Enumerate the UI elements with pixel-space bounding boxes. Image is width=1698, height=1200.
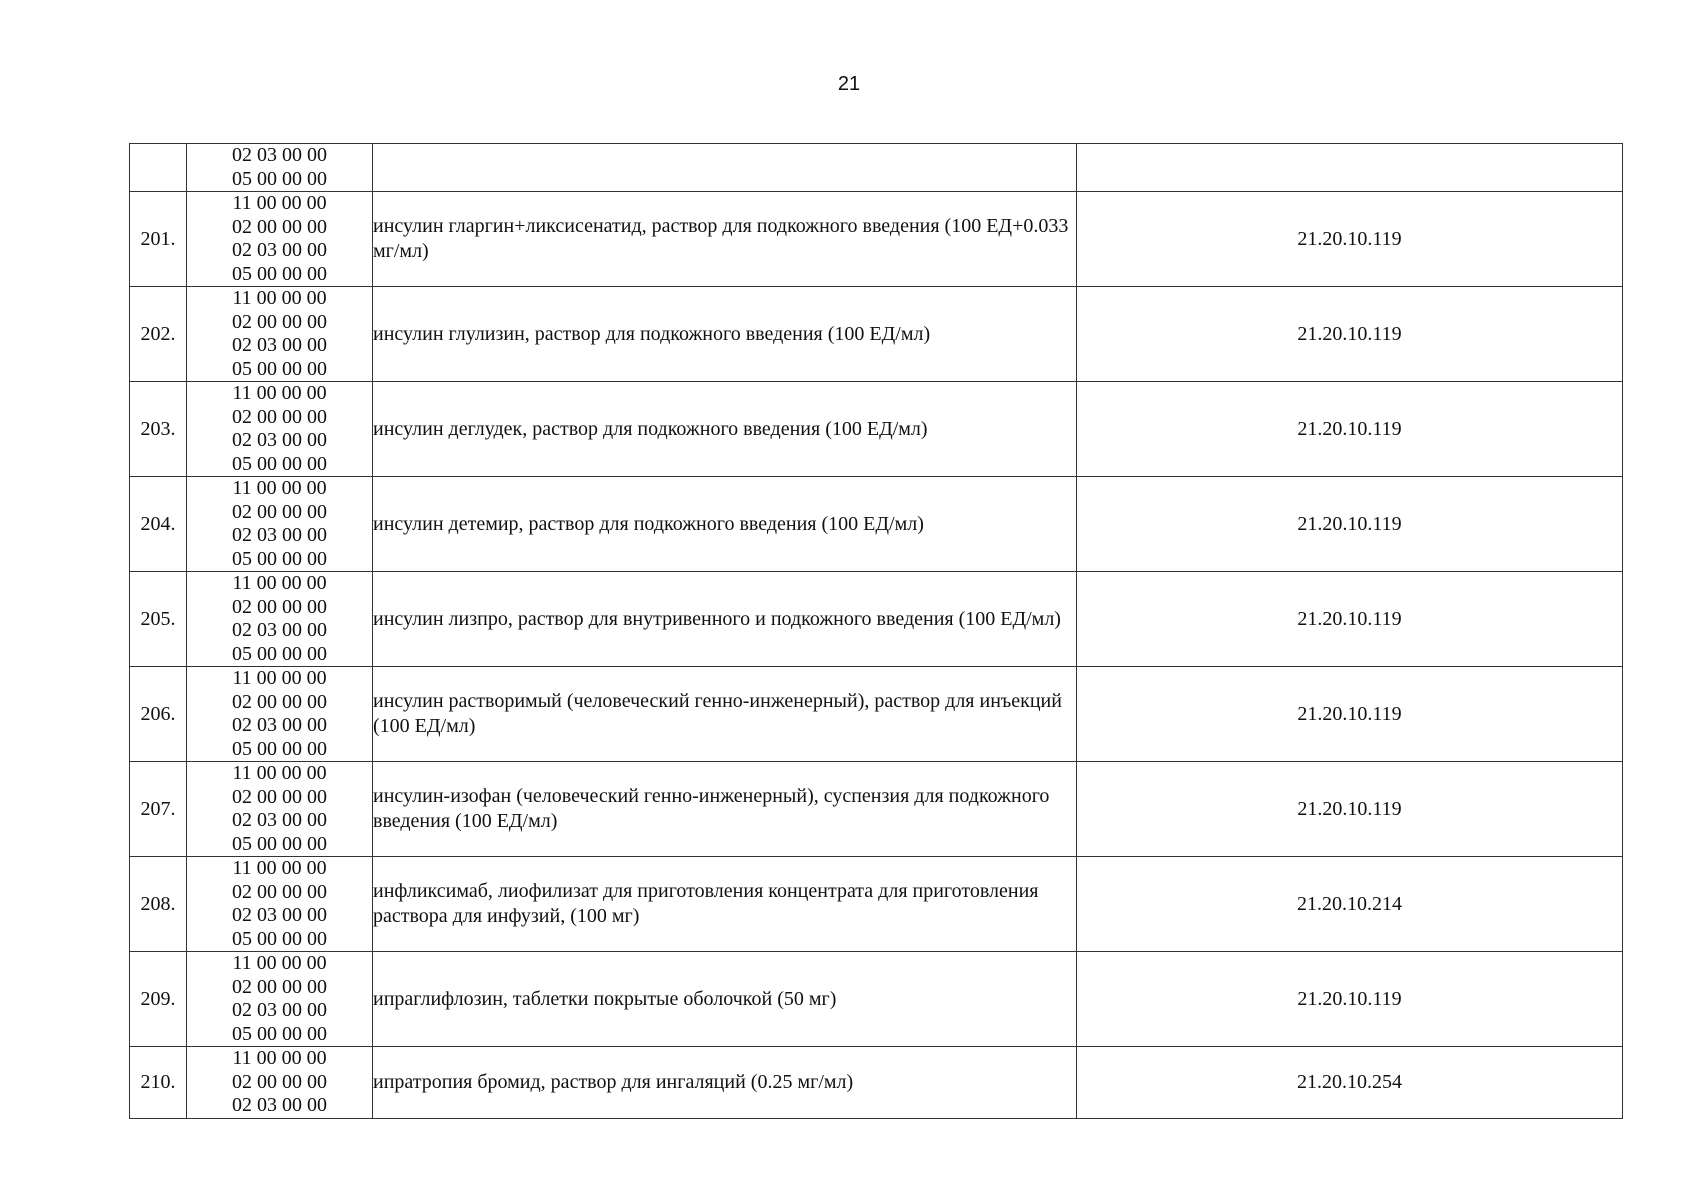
table-row [130,667,1623,762]
row-number-cell: 210. [130,1047,187,1119]
description-cell: инсулин гларгин+ликсисенатид, раствор для подкожного введения (100 ЕД+0.033 мг/мл) [373,192,1077,287]
code-line: 02 03 00 00 [232,619,327,641]
row-number-cell: 209. [130,952,187,1047]
okpd-code-cell: 21.20.10.119 [1077,192,1623,287]
page-number: 21 [837,73,861,95]
medicines-table [129,143,1623,1119]
description-cell: инсулин деглудек, раствор для подкожного введения (100 ЕД/мл) [373,382,1077,477]
row-number-cell: 206. [130,667,187,762]
code-line: 02 03 00 00 [232,429,327,451]
okpd-code-cell: 21.20.10.119 [1077,667,1623,762]
code-line: 02 00 00 00 [232,1070,327,1093]
table-row [130,762,1623,857]
row-number-cell [130,144,187,192]
code-line: 05 00 00 00 [232,452,327,475]
code-line: 11 00 00 00 [232,952,327,974]
description-cell: ипратропия бромид, раствор для ингаляций (0.25 мг/мл) [373,1047,1077,1119]
code-line: 02 03 00 00 [232,334,327,356]
row-number-cell: 202. [130,287,187,382]
code-line: 05 00 00 00 [232,262,327,285]
code-line: 02 03 00 00 [232,714,327,736]
code-line: 02 00 00 00 [232,500,327,523]
row-number-cell: 208. [130,857,187,952]
code-line: 02 03 00 00 [232,524,327,546]
codes-cell [187,572,373,667]
code-line: 02 00 00 00 [232,310,327,333]
codes-cell [187,477,373,572]
okpd-code-cell: 21.20.10.254 [1077,1047,1623,1119]
code-line: 02 03 00 00 [232,1094,327,1116]
codes-cell [187,762,373,857]
code-line: 11 00 00 00 [232,477,327,499]
code-line: 05 00 00 00 [232,642,327,665]
description-cell: инсулин лизпро, раствор для внутривенного и подкожного введения (100 ЕД/мл) [373,572,1077,667]
code-line: 02 00 00 00 [232,405,327,428]
code-line: 02 00 00 00 [232,215,327,238]
okpd-code-cell [1077,144,1623,192]
code-line: 02 03 00 00 [232,999,327,1021]
table-row [130,287,1623,382]
codes-cell [187,1047,373,1119]
code-line: 05 00 00 00 [232,927,327,950]
code-line: 11 00 00 00 [232,192,327,214]
code-line: 11 00 00 00 [232,1047,327,1069]
code-line: 02 00 00 00 [232,785,327,808]
okpd-code-cell: 21.20.10.119 [1077,762,1623,857]
code-line: 11 00 00 00 [232,287,327,309]
table-row [130,952,1623,1047]
code-line: 05 00 00 00 [232,737,327,760]
code-line: 02 00 00 00 [232,595,327,618]
codes-cell [187,287,373,382]
description-cell: инсулин глулизин, раствор для подкожного введения (100 ЕД/мл) [373,287,1077,382]
codes-cell [187,192,373,287]
table-row [130,1047,1623,1119]
okpd-code-cell: 21.20.10.119 [1077,477,1623,572]
description-cell: ипраглифлозин, таблетки покрытые оболочкой (50 мг) [373,952,1077,1047]
code-line: 02 00 00 00 [232,975,327,998]
row-number-cell: 205. [130,572,187,667]
code-line: 11 00 00 00 [232,572,327,594]
code-line: 05 00 00 00 [232,357,327,380]
codes-cell [187,857,373,952]
description-cell: инсулин растворимый (человеческий генно-инженерный), раствор для инъекций (100 ЕД/мл) [373,667,1077,762]
codes-cell [187,144,373,192]
table-row [130,572,1623,667]
codes-cell [187,382,373,477]
code-line: 02 03 00 00 [232,144,327,166]
table-row-continuation [130,144,1623,192]
code-line: 05 00 00 00 [232,547,327,570]
row-number-cell: 203. [130,382,187,477]
codes-cell [187,667,373,762]
description-cell: инсулин детемир, раствор для подкожного введения (100 ЕД/мл) [373,477,1077,572]
table-row [130,857,1623,952]
code-line: 05 00 00 00 [232,167,327,190]
row-number-cell: 207. [130,762,187,857]
code-line: 11 00 00 00 [232,667,327,689]
code-line: 05 00 00 00 [232,832,327,855]
table-row [130,192,1623,287]
code-line: 11 00 00 00 [232,382,327,404]
code-line: 02 00 00 00 [232,880,327,903]
code-line: 02 03 00 00 [232,239,327,261]
table-row [130,477,1623,572]
okpd-code-cell: 21.20.10.119 [1077,382,1623,477]
code-line: 02 03 00 00 [232,809,327,831]
okpd-code-cell: 21.20.10.119 [1077,952,1623,1047]
code-line: 11 00 00 00 [232,857,327,879]
row-number-cell: 204. [130,477,187,572]
code-line: 05 00 00 00 [232,1022,327,1045]
okpd-code-cell: 21.20.10.119 [1077,287,1623,382]
code-line: 02 03 00 00 [232,904,327,926]
description-cell: инсулин-изофан (человеческий генно-инженерный), суспензия для подкожного введения (100 ЕД/мл) [373,762,1077,857]
okpd-code-cell: 21.20.10.119 [1077,572,1623,667]
code-line: 11 00 00 00 [232,762,327,784]
description-cell [373,144,1077,192]
row-number-cell: 201. [130,192,187,287]
table-row [130,382,1623,477]
okpd-code-cell: 21.20.10.214 [1077,857,1623,952]
code-line: 02 00 00 00 [232,690,327,713]
description-cell: инфликсимаб, лиофилизат для приготовления концентрата для приготовления раствора для инфузий, (100 мг) [373,857,1077,952]
codes-cell [187,952,373,1047]
